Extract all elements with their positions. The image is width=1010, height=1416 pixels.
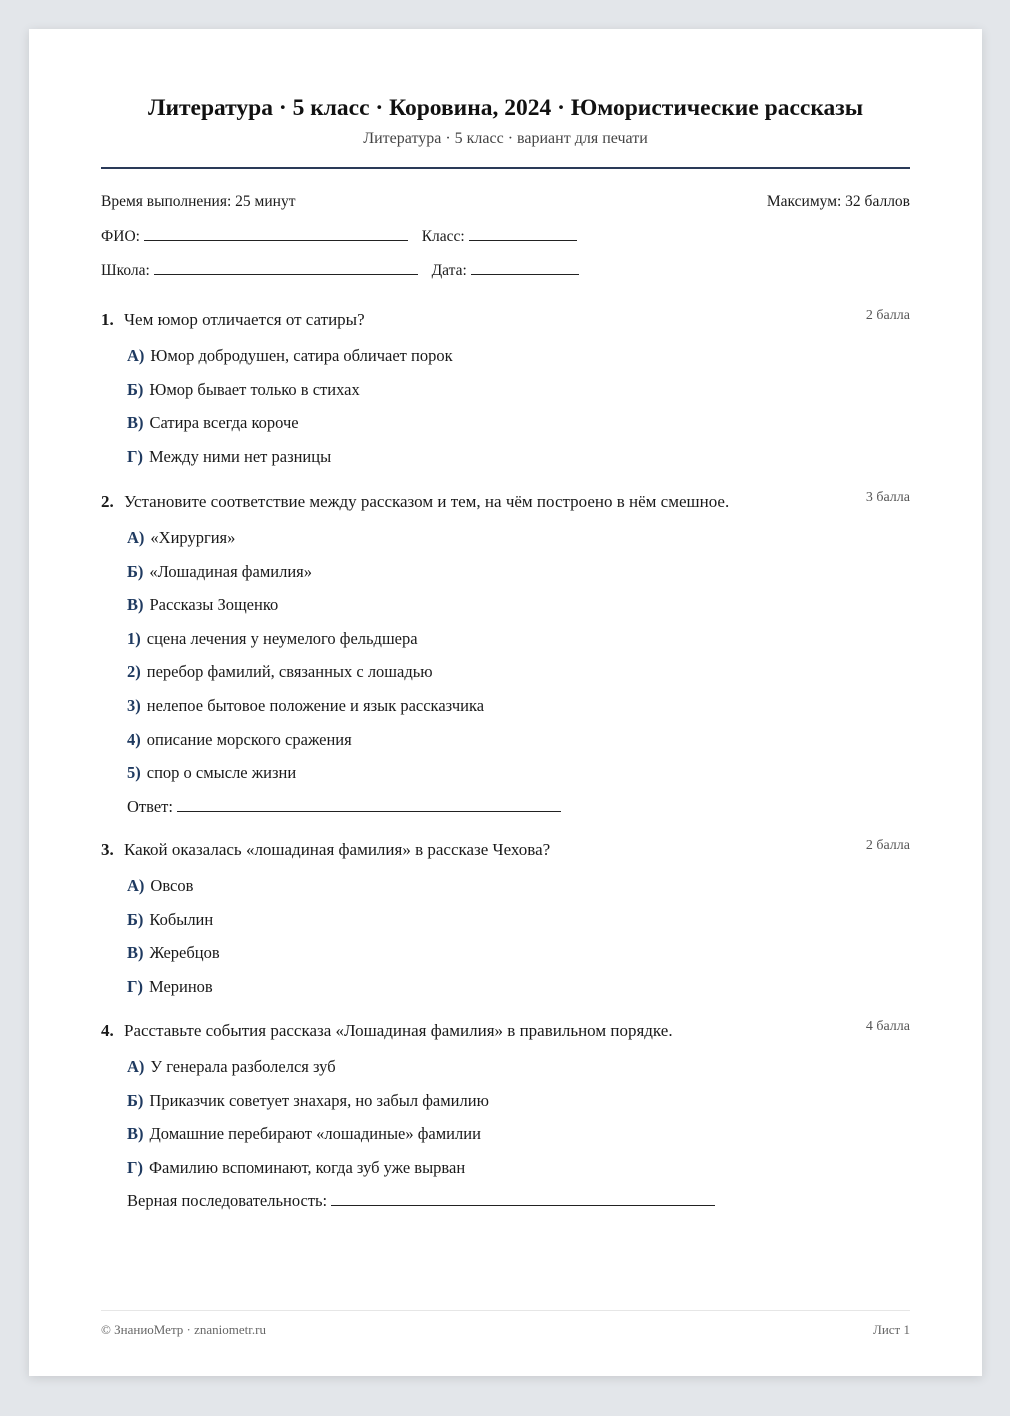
option-key: А) (127, 346, 145, 365)
page-number: Лист 1 (873, 1322, 910, 1337)
option-text: сцена лечения у неумелого фельдшера (146, 628, 418, 648)
question-text: Чем юмор отличается от сатиры? (124, 310, 365, 329)
option-text: «Хирургия» (150, 528, 236, 547)
answer-option[interactable] (127, 379, 910, 413)
question-header (101, 1021, 910, 1043)
option-key: 4) (127, 729, 141, 749)
option-key: Г) (127, 1157, 143, 1177)
option-key: Б) (127, 561, 144, 581)
page-title: Литература · 5 класс · Коровина, 2024 · Юмористические рассказы (147, 95, 864, 121)
question-header (101, 310, 910, 332)
option-key: Г) (127, 446, 143, 466)
match-item (127, 561, 910, 595)
class-label: Класс: (421, 228, 465, 245)
answer-label: Верная последовательность: (127, 1191, 328, 1211)
option-key: В) (127, 1124, 144, 1144)
match-choice (127, 762, 910, 796)
question-points: 2 балла (865, 308, 910, 323)
school-input-line[interactable] (154, 260, 418, 275)
question-number: 3. (101, 840, 114, 859)
meta-row-school (101, 260, 910, 280)
question-points: 2 балла (865, 838, 910, 853)
option-key: 5) (127, 763, 141, 783)
question-number: 2. (101, 492, 114, 511)
match-item (127, 527, 910, 561)
sequence-item (127, 1157, 910, 1191)
question-text: Установите соответствие между рассказом и тем, на чём построено в нём смешное. (124, 492, 730, 511)
worksheet-page (29, 29, 982, 1376)
option-text: Между ними нет разницы (149, 446, 332, 466)
sequence-item (127, 1123, 910, 1157)
match-choice (127, 729, 910, 763)
answer-option[interactable] (127, 942, 910, 976)
option-key: А) (127, 1057, 145, 1076)
option-key: В) (127, 413, 144, 433)
option-text: Юмор бывает только в стихах (149, 379, 360, 399)
option-key: 1) (127, 628, 141, 648)
option-text: Юмор добродушен, сатира обличает порок (150, 346, 453, 365)
date-field (432, 260, 579, 280)
answer-option[interactable] (127, 446, 910, 480)
answer-option[interactable] (127, 345, 910, 379)
answer-field (127, 1190, 910, 1212)
meta-row-time (101, 193, 910, 211)
date-label: Дата: (431, 262, 467, 279)
option-text: Фамилию вспоминают, когда зуб уже вырван (149, 1157, 466, 1177)
max-score: Максимум: 32 баллов (766, 193, 910, 210)
question-text: Расставьте события рассказа «Лошадиная фамилия» в правильном порядке. (124, 1021, 673, 1040)
footer-divider (101, 1310, 910, 1311)
option-text: Домашние перебирают «лошадиные» фамилии (149, 1124, 481, 1144)
option-text: Приказчик советует знахаря, но забыл фамилию (149, 1090, 489, 1110)
question-points: 3 балла (865, 490, 910, 505)
option-text: перебор фамилий, связанных с лошадью (146, 662, 433, 682)
option-text: спор о смысле жизни (146, 763, 297, 783)
match-item (127, 594, 910, 628)
question-points: 4 балла (865, 1019, 910, 1034)
option-key: 3) (127, 695, 141, 715)
class-input-line[interactable] (469, 226, 577, 241)
match-choice (127, 661, 910, 695)
option-key: 2) (127, 662, 141, 682)
page-footer (101, 1322, 910, 1338)
option-key: Б) (127, 1090, 144, 1110)
answer-option[interactable] (127, 412, 910, 446)
option-key: Б) (127, 379, 144, 399)
sequence-item (127, 1056, 910, 1090)
school-field (101, 260, 418, 280)
question-number: 1. (101, 310, 114, 329)
option-text: Овсов (150, 876, 194, 895)
question-1 (101, 310, 910, 479)
answer-input-line[interactable] (177, 797, 561, 812)
option-key: В) (127, 595, 144, 615)
footer-copyright: © ЗнаниоМетр · znaniometr.ru (101, 1322, 266, 1337)
question-number: 4. (101, 1021, 114, 1040)
answer-field (127, 796, 910, 818)
meta-row-fio (101, 226, 910, 246)
question-2 (101, 492, 910, 818)
question-header (101, 840, 910, 862)
question-text: Какой оказалась «лошадиная фамилия» в рассказе Чехова? (124, 840, 551, 859)
answer-option[interactable] (127, 976, 910, 1010)
option-text: нелепое бытовое положение и язык рассказчика (146, 695, 485, 715)
page-content (101, 29, 910, 1376)
school-label: Школа: (101, 262, 150, 279)
option-key: А) (127, 528, 145, 547)
answer-input-line[interactable] (331, 1191, 715, 1206)
option-text: Рассказы Зощенко (149, 595, 279, 615)
answer-option[interactable] (127, 875, 910, 909)
class-field (422, 226, 577, 246)
question-4 (101, 1021, 910, 1212)
option-text: Сатира всегда короче (149, 413, 299, 433)
fio-input-line[interactable] (144, 226, 408, 241)
option-key: В) (127, 943, 144, 963)
match-choice (127, 695, 910, 729)
header-divider (101, 167, 910, 169)
option-text: Жеребцов (149, 943, 220, 963)
option-key: А) (127, 876, 145, 895)
time-limit: Время выполнения: 25 минут (101, 193, 296, 210)
option-text: Меринов (149, 976, 213, 996)
option-text: У генерала разболелся зуб (150, 1057, 336, 1076)
page-subtitle: Литература · 5 класс · вариант для печати (363, 130, 648, 147)
option-text: описание морского сражения (146, 729, 352, 749)
sequence-item (127, 1090, 910, 1124)
fio-field (101, 226, 408, 246)
option-key: Б) (127, 909, 144, 929)
answer-option[interactable] (127, 909, 910, 943)
option-text: «Лошадиная фамилия» (149, 561, 312, 581)
option-key: Г) (127, 976, 143, 996)
fio-label: ФИО: (101, 228, 140, 245)
match-choice (127, 628, 910, 662)
answer-label: Ответ: (127, 796, 173, 816)
option-text: Кобылин (149, 909, 214, 929)
question-header (101, 492, 910, 514)
date-input-line[interactable] (471, 260, 579, 275)
question-3 (101, 840, 910, 1009)
